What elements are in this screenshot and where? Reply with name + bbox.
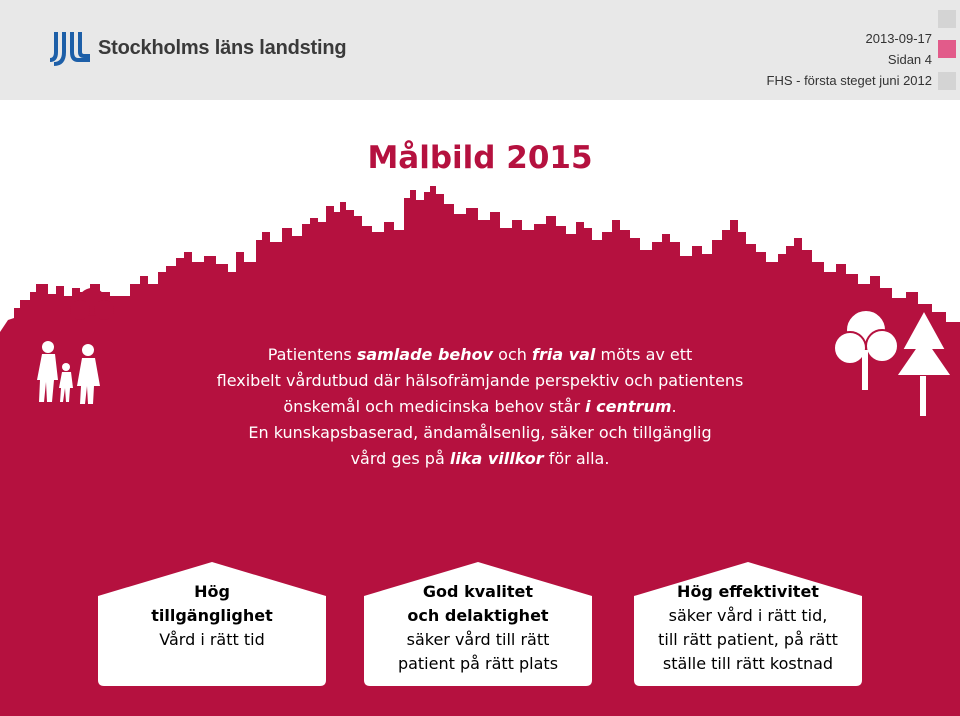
card-title: och delaktighet xyxy=(407,606,549,625)
card-accessibility xyxy=(97,565,327,685)
document-title: FHS - första steget juni 2012 xyxy=(766,73,932,88)
sll-logo-icon xyxy=(50,30,90,66)
emphasis-text: fria val xyxy=(531,345,596,364)
text-run: flexibelt vårdutbud där hälsofrämjande perspektiv och patientens xyxy=(216,371,744,390)
vision-text-line xyxy=(140,368,820,394)
logo-text: Stockholms läns landsting xyxy=(98,36,347,59)
slide-date: 2013-09-17 xyxy=(865,31,932,46)
decor-square-pink xyxy=(938,40,956,58)
vision-text xyxy=(140,342,820,472)
card-title: Hög effektivitet xyxy=(677,582,819,601)
text-run: för alla. xyxy=(543,449,610,468)
slide-title: Målbild 2015 xyxy=(367,140,593,176)
text-run: önskemål och medicinska behov står xyxy=(283,397,586,416)
card-text: ställe till rätt kostnad xyxy=(662,654,834,673)
text-run: vård ges på xyxy=(350,449,450,468)
text-run: och xyxy=(493,345,532,364)
emphasis-text: samlade behov xyxy=(356,345,494,364)
card-text: Vård i rätt tid xyxy=(159,630,265,649)
sll-logo xyxy=(50,28,346,68)
slide-page-number: Sidan 4 xyxy=(887,52,932,67)
card-text: säker vård i rätt tid, xyxy=(668,606,828,625)
vision-text-line xyxy=(140,342,820,368)
text-run: möts av ett xyxy=(595,345,693,364)
slide-meta xyxy=(767,28,932,91)
emphasis-text: i centrum xyxy=(585,397,672,416)
text-run: En kunskapsbaserad, ändamålsenlig, säker och tillgänglig xyxy=(248,423,712,442)
text-run: . xyxy=(671,397,677,416)
card-quality xyxy=(363,565,593,685)
card-efficiency xyxy=(633,565,863,685)
vision-text-line xyxy=(140,446,820,472)
decor-square-gray-top xyxy=(938,10,956,28)
decor-square-gray-bottom xyxy=(938,72,956,90)
card-title: God kvalitet xyxy=(422,582,534,601)
slide-header xyxy=(0,0,960,100)
card-text: säker vård till rätt xyxy=(406,630,550,649)
vision-text-line xyxy=(140,420,820,446)
vision-text-line xyxy=(140,394,820,420)
emphasis-text: lika villkor xyxy=(449,449,544,468)
card-title: Hög xyxy=(194,582,230,601)
card-title: tillgänglighet xyxy=(151,606,273,625)
card-text: patient på rätt plats xyxy=(397,654,559,673)
card-text: till rätt patient, på rätt xyxy=(658,630,838,649)
text-run: Patientens xyxy=(267,345,357,364)
